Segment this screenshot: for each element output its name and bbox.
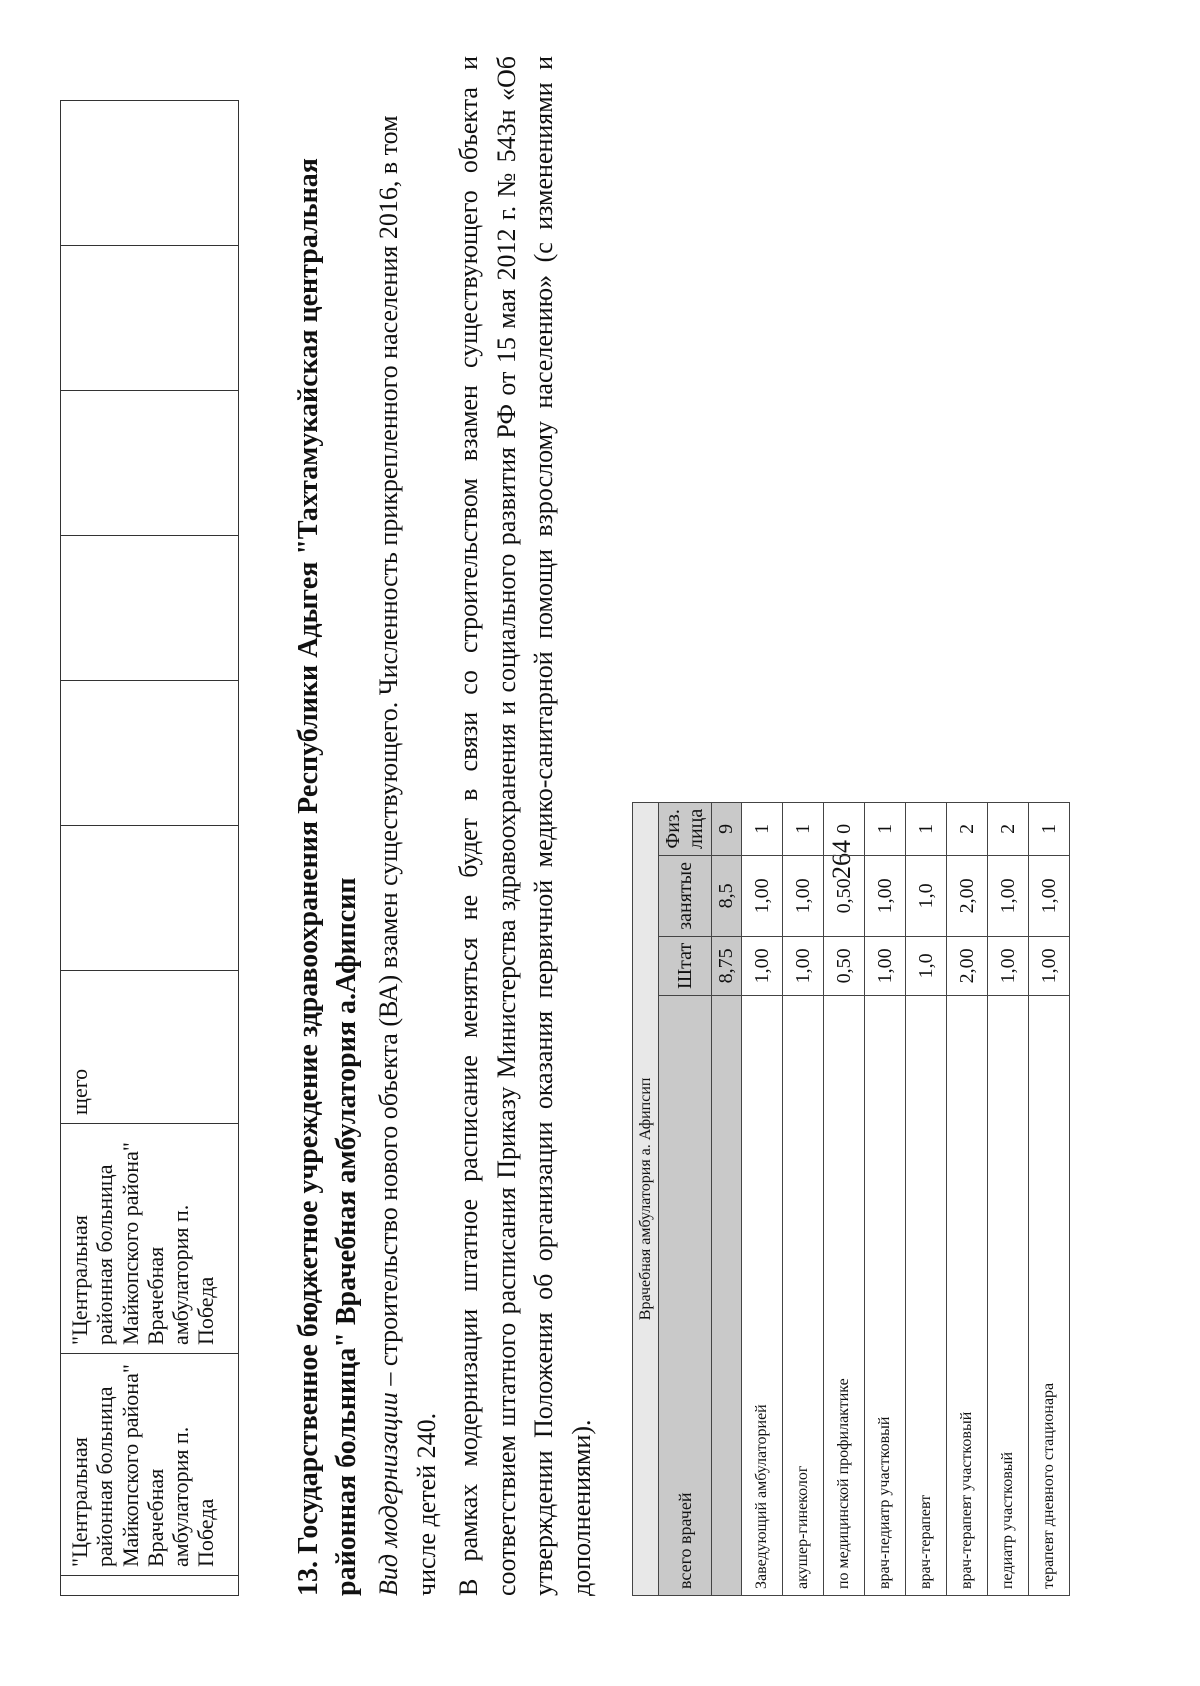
row-name: врач-терапевт участковый [947,996,988,1596]
table-cell-note: щего [61,971,239,1124]
row-zanyatye: 1,0 [906,856,947,937]
modernization-paragraph [370,56,445,1596]
row-shtat: 1,00 [742,936,783,995]
row-fiz: 1 [865,802,906,855]
row-name: акушер-гинеколог [783,996,824,1596]
page-number: 264 [827,840,856,879]
row-fiz: 1 [742,802,783,855]
row-name: Заведующий амбулаторией [742,996,783,1596]
modernization-text: – строительство нового объекта (ВА) взамен существующего. Численность прикрепленного населения 2016, в том числе детей 240. [374,115,441,1596]
row-zanyatye: 1,00 [1029,856,1070,937]
table-caption-row [633,802,659,1595]
table-cell-facility-1: "Центральная районная больница Майкопского района" Врачебная амбулатория п. Победа [61,1354,239,1576]
row-fiz: 1 [783,802,824,855]
table-cell-empty [61,681,239,826]
row-fiz: 1 [906,802,947,855]
table-cell-facility-2: "Центральная районная больница Майкопского района" Врачебная амбулатория п. Победа [61,1124,239,1354]
table-row [742,802,783,1595]
row-shtat: 1,00 [783,936,824,995]
header-fiz: Физ. лица [659,802,712,855]
section-heading: 13. Государственное бюджетное учреждение здравоохранения Республики Адыгея "Тахтамукайская центральная районная больница" Врачебная амбулатория а.Афипсип [293,158,362,1596]
row-shtat: 1,00 [865,936,906,995]
table-row [783,802,824,1595]
header-shtat: Штат [659,936,712,995]
table-cell-empty [61,536,239,681]
header-total-doctors: всего врачей [659,996,712,1596]
table-cell-empty [61,826,239,971]
row-fiz: 1 [1029,802,1070,855]
row-fiz: 0 [824,802,865,855]
row-zanyatye: 1,00 [783,856,824,937]
table-cell-empty [61,246,239,391]
row-zanyatye: 1,00 [988,856,1029,937]
total-zanyatye: 8,5 [712,856,742,937]
row-fiz: 2 [988,802,1029,855]
table-row [947,802,988,1595]
row-shtat: 1,00 [1029,936,1070,995]
staff-table [632,802,1070,1596]
table-totals-row [712,802,742,1595]
total-shtat: 8,75 [712,936,742,995]
modernization-label: Вид модернизации [374,1392,403,1596]
table-row [906,802,947,1595]
row-name: врач-терапевт [906,996,947,1596]
continuation-table [60,100,239,1596]
row-shtat: 0,50 [824,936,865,995]
row-zanyatye: 1,00 [742,856,783,937]
table-row [824,802,865,1595]
table-row [865,802,906,1595]
table-cell-empty [61,1576,239,1596]
table-caption: Врачебная амбулатория а. Афипсип [633,802,659,1595]
row-name: по медицинской профилактике [824,996,865,1596]
row-shtat: 2,00 [947,936,988,995]
table-row [988,802,1029,1595]
header-zanyatye: занятые [659,856,712,937]
table-cell-empty [61,101,239,246]
row-name: терапевт дневного стационара [1029,996,1070,1596]
row-zanyatye: 0,50 [824,856,865,937]
row-name: врач-педиатр участковый [865,996,906,1596]
total-fiz: 9 [712,802,742,855]
row-zanyatye: 1,00 [865,856,906,937]
continuation-row [61,101,239,1596]
row-name: педиатр участковый [988,996,1029,1596]
staffing-paragraph: В рамках модернизации штатное расписание меняться не будет в связи со строительством взамен существующего объекта и соответствием штатного расписания Приказу Министерства здравоохранения и социального развития РФ от 15 мая 2012 г. № 543н «Об утверждении Положения об организации оказания первичной медико-санитарной помощи взрослому населению» (с изменениями и дополнениями). [454,56,597,1596]
table-header-row [659,802,712,1595]
table-cell-empty [61,391,239,536]
row-shtat: 1,00 [988,936,1029,995]
row-zanyatye: 2,00 [947,856,988,937]
row-fiz: 2 [947,802,988,855]
table-row [1029,802,1070,1595]
row-shtat: 1,0 [906,936,947,995]
totals-label [712,996,742,1596]
